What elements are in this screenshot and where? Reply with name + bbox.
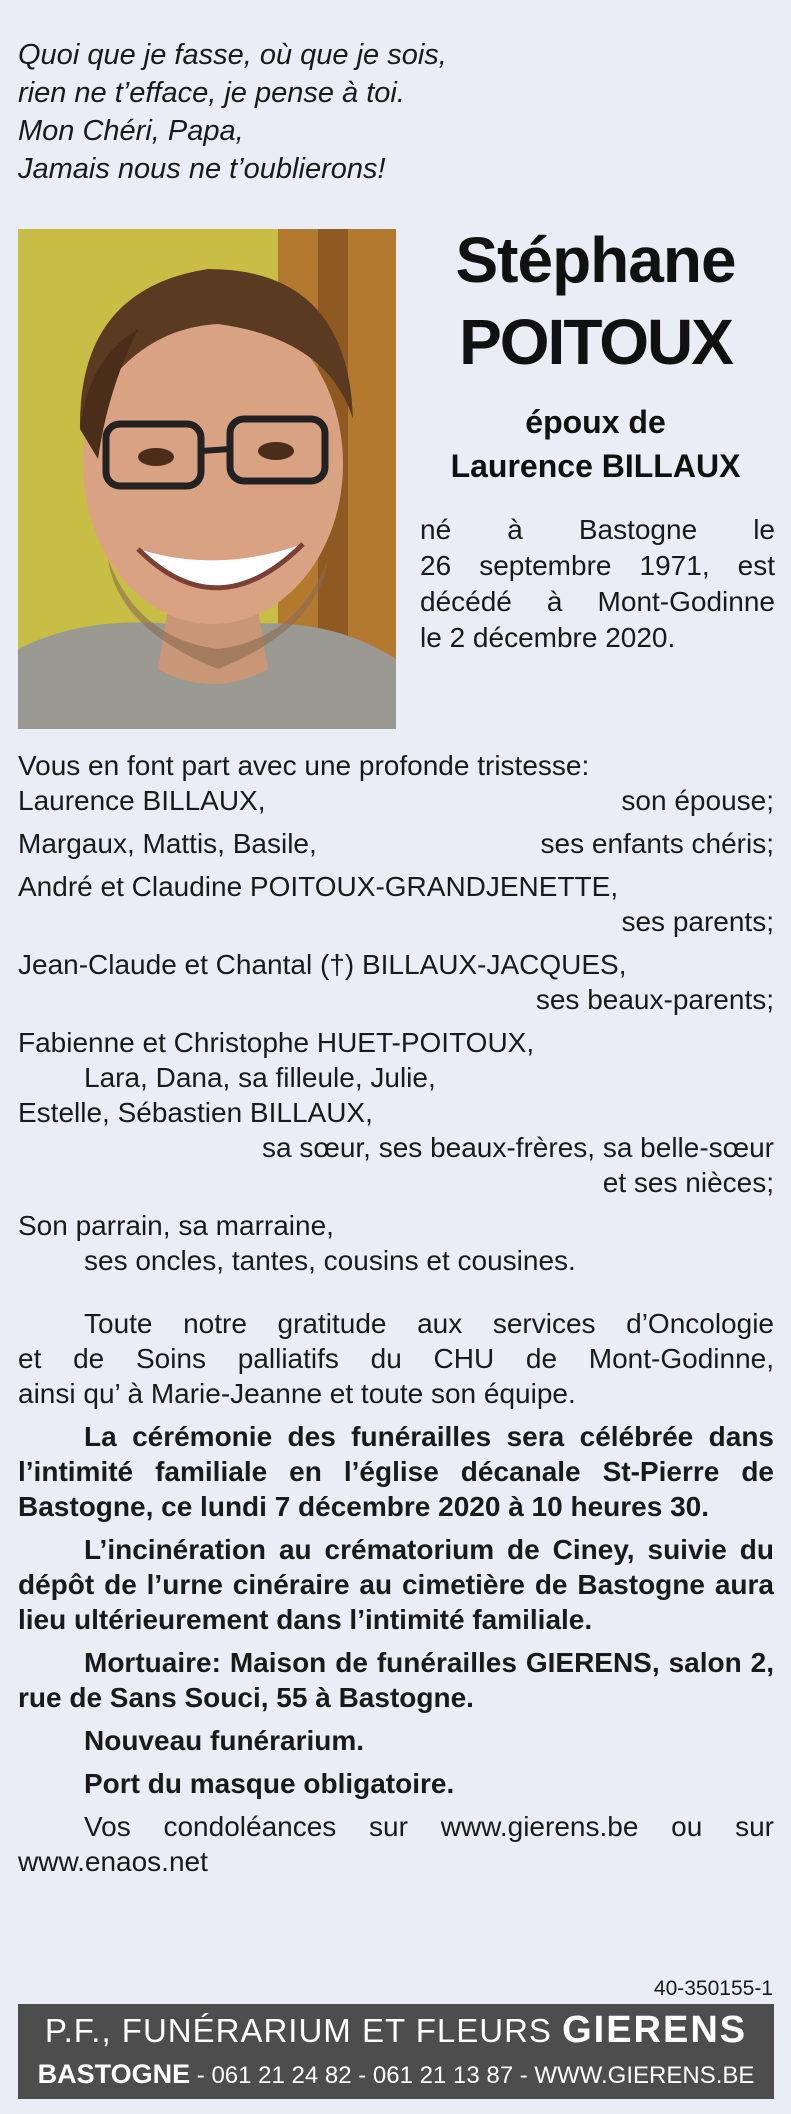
family-role: ses parents; bbox=[621, 906, 774, 937]
family-role: sa sœur, ses beaux-frères, sa belle-sœur bbox=[262, 1132, 774, 1163]
mortuary-line: rue de Sans Souci, 55 à Bastogne. bbox=[18, 1682, 474, 1713]
birth-line: 26 septembre 1971, est bbox=[420, 550, 775, 581]
birth-line: né à Bastogne le bbox=[420, 514, 775, 545]
banner-line-2 bbox=[18, 2055, 774, 2095]
family-names: Fabienne et Christophe HUET-POITOUX, bbox=[18, 1027, 535, 1058]
family-names: Estelle, Sébastien BILLAUX, bbox=[18, 1097, 373, 1128]
banner-contacts: - 061 21 24 82 - 061 21 13 87 - WWW.GIERENS.BE bbox=[190, 2062, 755, 2089]
announcement-body bbox=[18, 748, 774, 1879]
poem bbox=[18, 36, 447, 188]
intro-text: Vous en font part avec une profonde tristesse: bbox=[18, 750, 590, 781]
banner-line-1 bbox=[18, 2006, 774, 2055]
birth-death-details bbox=[420, 512, 775, 656]
family-row-children bbox=[18, 826, 774, 861]
condolence-paragraph bbox=[18, 1809, 774, 1879]
poem-line: Quoi que je fasse, où que je sois, bbox=[18, 39, 447, 71]
family-names: Jean-Claude et Chantal (†) BILLAUX-JACQUES, bbox=[18, 949, 627, 980]
portrait-photo bbox=[18, 229, 396, 729]
gratitude-line: Toute notre gratitude aux services d’Oncologie bbox=[84, 1308, 774, 1339]
family-names: Son parrain, sa marraine, bbox=[18, 1210, 334, 1241]
family-names: ses oncles, tantes, cousins et cousines. bbox=[84, 1245, 576, 1276]
gratitude-line: et de Soins palliatifs du CHU de Mont-Godinne, bbox=[18, 1343, 774, 1374]
family-row-parents bbox=[18, 869, 774, 904]
mask-notice: Port du masque obligatoire. bbox=[84, 1768, 455, 1799]
family-names: Lara, Dana, sa filleule, Julie, bbox=[84, 1062, 436, 1093]
condolence-line: Vos condoléances sur www.gierens.be ou sur bbox=[84, 1811, 774, 1842]
family-role: son épouse; bbox=[621, 785, 774, 816]
family-role: ses beaux-parents; bbox=[535, 984, 774, 1015]
cremation-line: dépôt de l’urne cinéraire au cimetière de Bastogne aura bbox=[18, 1569, 774, 1600]
condolence-line: www.enaos.net bbox=[18, 1846, 208, 1877]
portrait-illustration bbox=[18, 229, 396, 729]
family-names: Laurence BILLAUX, bbox=[18, 785, 266, 816]
deceased-last-name: POITOUX bbox=[459, 306, 732, 378]
poem-line: Jamais nous ne t’oublierons! bbox=[18, 153, 386, 185]
birth-line: décédé à Mont-Godinne bbox=[420, 586, 775, 617]
mortuary-paragraph bbox=[18, 1645, 774, 1715]
family-row-inlaws bbox=[18, 947, 774, 982]
ceremony-line: Bastogne, ce lundi 7 décembre 2020 à 10 heures 30. bbox=[18, 1491, 709, 1522]
new-funerarium-notice: Nouveau funérarium. bbox=[84, 1725, 365, 1756]
family-row-siblings bbox=[18, 1025, 774, 1060]
banner-city: BASTOGNE bbox=[37, 2059, 191, 2089]
cremation-line: lieu ultérieurement dans l’intimité familiale. bbox=[18, 1604, 593, 1635]
mortuary-line: Mortuaire: Maison de funérailles GIERENS, salon 2, bbox=[84, 1647, 774, 1678]
poem-line: Mon Chéri, Papa, bbox=[18, 115, 244, 147]
family-role: et ses nièces; bbox=[602, 1167, 774, 1198]
gratitude-line: ainsi qu’ à Marie-Jeanne et toute son équipe. bbox=[18, 1378, 576, 1409]
birth-line: le 2 décembre 2020. bbox=[420, 622, 676, 653]
family-row-spouse bbox=[18, 783, 774, 818]
cremation-paragraph bbox=[18, 1532, 774, 1637]
reference-number: 40-350155-1 bbox=[653, 1977, 773, 2000]
ceremony-line: l’intimité familiale en l’église décanale St-Pierre de bbox=[18, 1456, 774, 1487]
banner-prefix: P.F., FUNÉRARIUM ET FLEURS bbox=[44, 2012, 552, 2049]
spouse-name: Laurence BILLAUX bbox=[450, 448, 741, 484]
poem-line: rien ne t’efface, je pense à toi. bbox=[18, 77, 405, 109]
banner-brand: GIERENS bbox=[562, 2009, 748, 2051]
gratitude-paragraph bbox=[18, 1306, 774, 1411]
ceremony-line: La cérémonie des funérailles sera célébrée dans bbox=[84, 1421, 774, 1452]
ceremony-paragraph bbox=[18, 1419, 774, 1524]
family-role: ses enfants chéris; bbox=[540, 828, 774, 859]
funeral-home-banner bbox=[18, 2004, 774, 2099]
family-names: André et Claudine POITOUX-GRANDJENETTE, bbox=[18, 871, 619, 902]
cremation-line: L’incinération au crématorium de Ciney, suivie du bbox=[84, 1534, 774, 1565]
deceased-first-name: Stéphane bbox=[455, 224, 736, 296]
family-names: Margaux, Mattis, Basile, bbox=[18, 828, 317, 859]
announcement-intro bbox=[18, 748, 774, 783]
spouse-label: époux de bbox=[525, 404, 666, 440]
